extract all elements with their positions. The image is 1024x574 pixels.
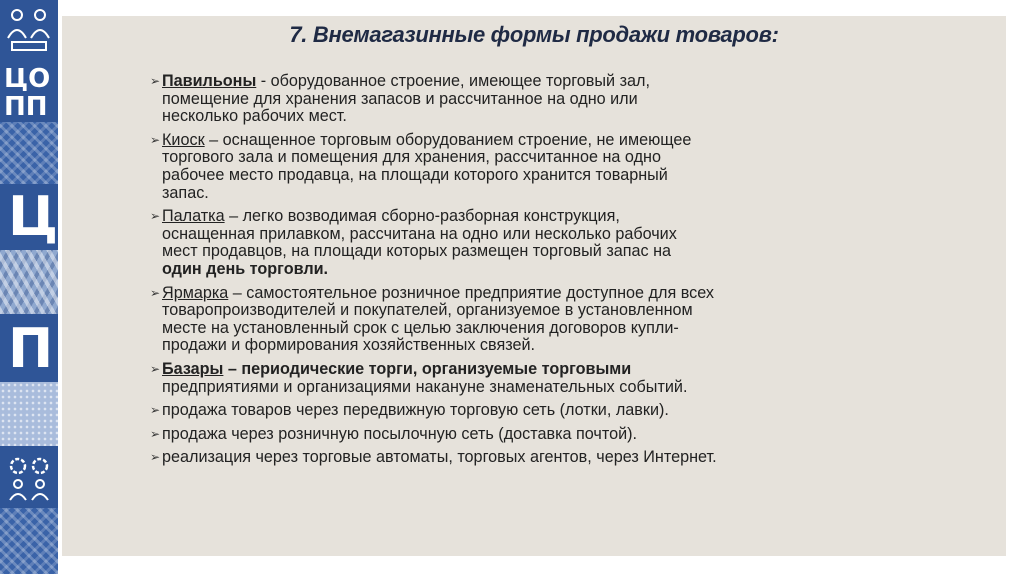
item-text: месте на установленный срок с целью заключения договоров купли- xyxy=(162,318,679,337)
list-item xyxy=(150,73,890,126)
pattern-tile xyxy=(0,382,58,446)
letters-tile xyxy=(0,60,58,122)
strip-letters-mid: ПП xyxy=(4,92,48,122)
arrow-bullet-icon: ➢ xyxy=(150,285,161,300)
gears-tile xyxy=(0,446,58,508)
item-text: самостоятельное розничное предприятие доступное для всех xyxy=(246,283,714,302)
item-text: запас. xyxy=(162,183,209,202)
item-text: оснащенное торговым оборудованием строение, не имеющее xyxy=(222,130,692,149)
item-text: продажа через розничную посылочную сеть (доставка почтой). xyxy=(162,424,638,443)
item-text: оснащенная прилавком, рассчитана на одно или несколько рабочих xyxy=(162,224,677,243)
sales-forms-list xyxy=(150,73,890,467)
item-text: предприятиями и организациями накануне знаменательных событий. xyxy=(162,377,688,396)
arrow-bullet-icon: ➢ xyxy=(150,209,161,224)
arrow-bullet-icon: ➢ xyxy=(150,450,161,465)
strip-letter-c: Ц xyxy=(8,185,58,248)
strip-letter-p: П xyxy=(8,317,54,380)
item-text: реализация через торговые автоматы, торговых агентов, через Интернет. xyxy=(162,448,717,467)
arrow-bullet-icon: ➢ xyxy=(150,74,161,88)
item-text: несколько рабочих мест. xyxy=(162,107,347,126)
item-text: помещение для хранения запасов и рассчитанное на одно или xyxy=(162,89,638,108)
item-term: Павильоны xyxy=(162,72,257,90)
list-item xyxy=(150,132,890,202)
item-text: продажа товаров через передвижную торговую сеть (лотки, лавки). xyxy=(162,401,669,420)
people-tile xyxy=(0,0,58,60)
pattern-tile xyxy=(0,508,58,574)
item-text: рабочее место продавца, на площади которого хранится товарный xyxy=(162,165,668,184)
item-text: продажи и формирования хозяйственных связей. xyxy=(162,336,535,355)
arrow-bullet-icon: ➢ xyxy=(150,426,161,441)
item-text: мест продавцов, на площади которых размещен торговый запас на xyxy=(162,242,672,261)
list-item xyxy=(150,426,890,444)
list-item xyxy=(150,402,890,420)
item-term: Киоск xyxy=(162,130,205,149)
item-separator: – xyxy=(224,207,243,226)
arrow-bullet-icon: ➢ xyxy=(150,361,161,376)
gears-people-icon xyxy=(4,452,54,502)
slide-title: 7. Внемагазинные формы продажи товаров: xyxy=(289,22,779,47)
item-text: оборудованное строение, имеющее торговый зал, xyxy=(270,72,650,90)
strip-letters-top: ЦО xyxy=(4,64,51,94)
item-separator: - xyxy=(256,72,271,90)
item-text: торгового зала и помещения для хранения, рассчитанное на одно xyxy=(162,148,661,167)
list-item xyxy=(150,208,890,278)
list-item xyxy=(150,449,890,467)
people-icon xyxy=(4,4,54,54)
item-text-bold: периодические торги, организуемые торговыми xyxy=(241,359,632,378)
item-term: Базары xyxy=(162,359,224,378)
letter-c-tile xyxy=(0,184,58,250)
item-text: товаропроизводителей и покупателей, организуемое в установленном xyxy=(162,301,693,320)
item-term: Ярмарка xyxy=(162,283,229,302)
item-separator: – xyxy=(223,359,242,378)
pattern-tile xyxy=(0,250,58,314)
list-item xyxy=(150,361,890,396)
arrow-bullet-icon: ➢ xyxy=(150,403,161,418)
pattern-tile xyxy=(0,122,58,184)
item-text-bold: один день торговли. xyxy=(162,259,329,278)
list-item xyxy=(150,285,890,355)
item-separator: – xyxy=(228,283,247,302)
arrow-bullet-icon: ➢ xyxy=(150,132,161,147)
item-term: Палатка xyxy=(162,207,225,226)
item-text: легко возводимая сборно-разборная конструкция, xyxy=(242,207,620,226)
item-separator: – xyxy=(204,130,223,149)
letter-p-tile xyxy=(0,314,58,382)
decorative-side-strip xyxy=(0,0,58,574)
